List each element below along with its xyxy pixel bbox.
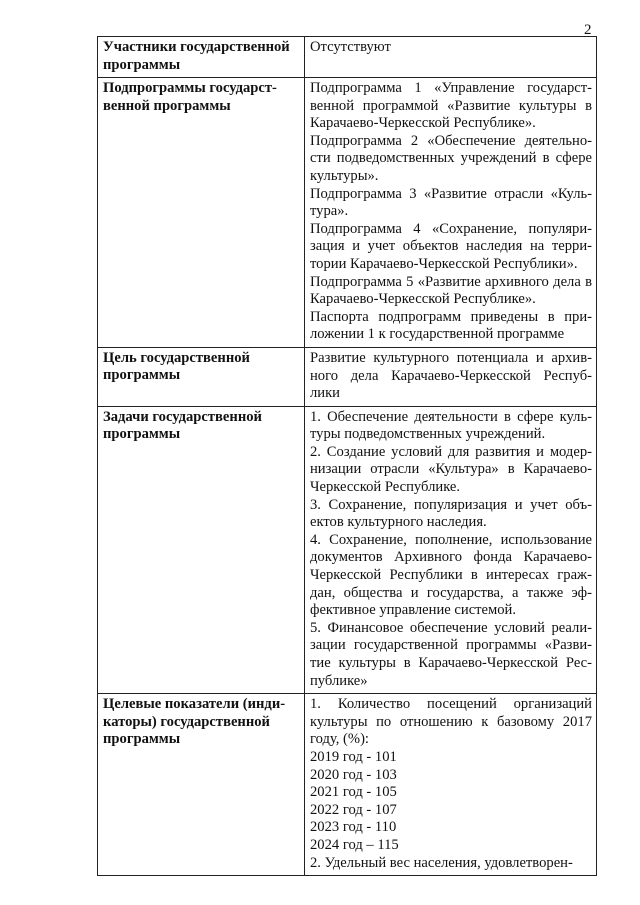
table-row-participants	[98, 37, 597, 78]
row-label: Задачи государственной программы	[98, 406, 305, 694]
content-paragraph: 5. Финансовое обеспечение условий реали-зации государственной программы «Разви-тие культуры в Карачаево-Черкесской Рес-публике»	[310, 619, 592, 689]
content-paragraph: 1. Количество посещений организаций культуры по отношению к базовому 2017 году, (%):	[310, 696, 592, 748]
indicator-value: 2024 год – 115	[310, 836, 399, 853]
row-label: Цель государственной программы	[98, 347, 305, 406]
row-label: Участники государственной программы	[98, 37, 305, 78]
indicator-value: 2019 год - 101	[310, 748, 397, 765]
row-label: Подпрограммы государст-венной программы	[98, 78, 305, 348]
content-paragraph: Подпрограмма 5 «Развитие архивного дела в Карачаево-Черкесской Республике».	[310, 273, 592, 308]
row-content	[305, 406, 597, 694]
content-paragraph: 2. Удельный вес населения, удовлетворен-	[310, 854, 573, 871]
content-paragraph: 4. Сохранение, пополнение, использование документов Архивного фонда Карачаево-Черкесской Республики в интересах граж-дан, общества и государства, а также эф-фективное управление системой.	[310, 531, 592, 619]
indicator-value: 2022 год - 107	[310, 801, 397, 818]
indicator-value: 2020 год - 103	[310, 766, 397, 783]
row-content	[305, 37, 597, 78]
content-paragraph: Подпрограмма 1 «Управление государст-венной программой «Развитие культуры в Карачаево-Черкесской Республике».	[310, 80, 592, 132]
table-row-subprograms	[98, 78, 597, 348]
content-paragraph: 2. Создание условий для развития и модер-низации отрасли «Культура» в Карачаево-Черкесской Республике.	[310, 443, 592, 496]
content-paragraph: 1. Обеспечение деятельности в сфере куль-туры подведомственных учреждений.	[310, 408, 592, 443]
page-number: 2	[584, 22, 592, 38]
row-content	[305, 78, 597, 348]
table-row-indicators	[98, 694, 597, 876]
table-row-tasks	[98, 406, 597, 694]
content-paragraph: 3. Сохранение, популяризация и учет объ-ектов культурного наследия.	[310, 496, 592, 531]
row-label: Целевые показатели (инди-каторы) государственной программы	[98, 694, 305, 876]
table-row-goal	[98, 347, 597, 406]
indicator-value: 2021 год - 105	[310, 784, 397, 801]
content-paragraph: Подпрограмма 4 «Сохранение, популяри-зация и учет объектов наследия на терри-тории Карачаево-Черкесской Республики».	[310, 220, 592, 272]
content-paragraph: Подпрограмма 3 «Развитие отрасли «Куль-тура».	[310, 185, 592, 220]
content-paragraph: Развитие культурного потенциала и архив-ного дела Карачаево-Черкесской Респуб-лики	[310, 349, 592, 402]
row-content	[305, 347, 597, 406]
content-paragraph: Паспорта подпрограмм приведены в при-ложении 1 к государственной программе	[310, 308, 592, 343]
indicator-value: 2023 год - 110	[310, 819, 397, 836]
row-content	[305, 694, 597, 876]
program-passport-table	[97, 36, 597, 876]
content-paragraph: Подпрограмма 2 «Обеспечение деятельно-сти подведомственных учреждений в сфере культуры».	[310, 132, 592, 184]
content-paragraph: Отсутствуют	[310, 39, 391, 55]
